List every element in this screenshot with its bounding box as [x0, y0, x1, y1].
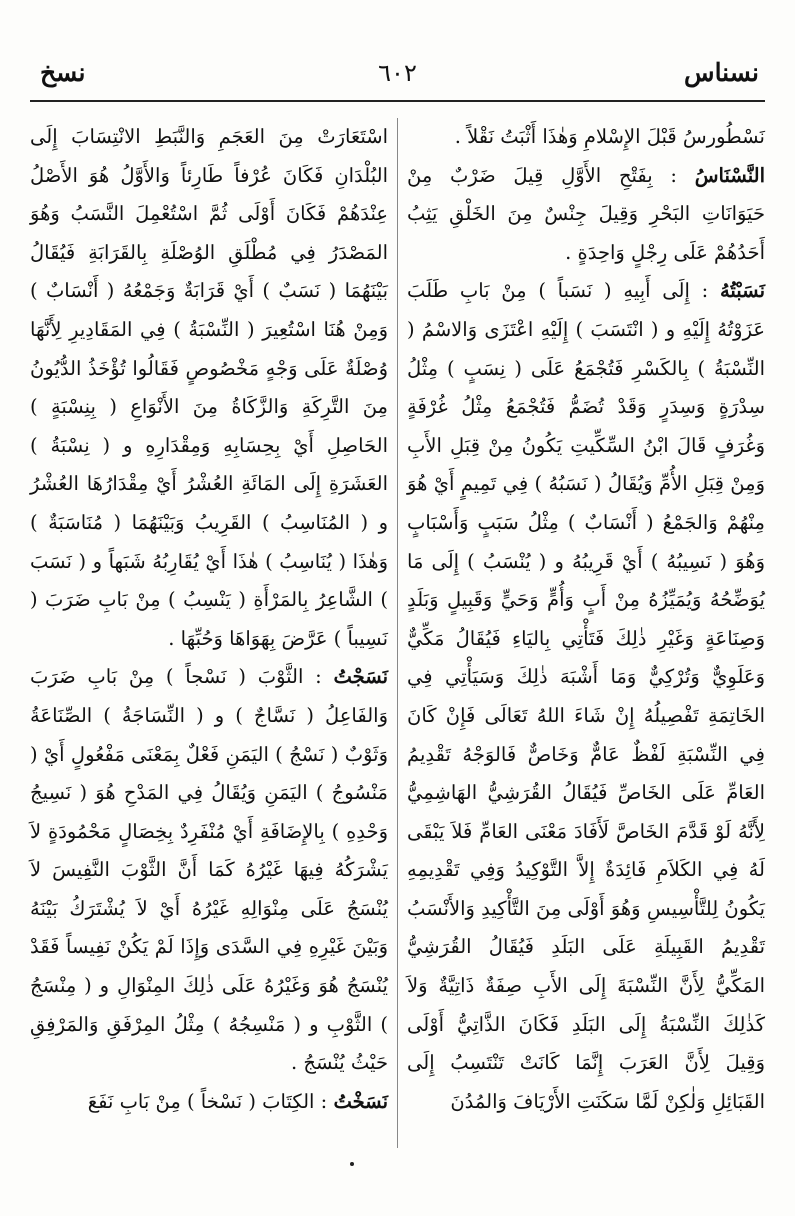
- dictionary-entry: [30, 658, 388, 1083]
- left-column: [30, 118, 388, 1121]
- right-column: [407, 118, 765, 1121]
- running-head-left: نسخ: [40, 58, 86, 87]
- dictionary-entry: [407, 272, 765, 1121]
- entry-headword: النَّسْنَاسُ: [694, 163, 766, 187]
- column-divider: [397, 118, 398, 1148]
- entry-headword: نَسَجْتُ: [333, 665, 389, 689]
- running-head-right: نسناس: [684, 58, 759, 87]
- page-number: ٦٠٢: [378, 59, 417, 87]
- page-mark: [350, 1162, 354, 1166]
- entry-text: : الكِتَابَ ( نَسْخاً ) مِنْ بَابِ نَفَعَ: [87, 1089, 328, 1113]
- column-intro: نَسْطُورسُ قَبْلَ الإِسْلامِ وَهٰذَا أَثْبَتُ نَقْلاً .: [454, 125, 765, 148]
- entry-text: : إِلَى أَبِيهِ ( نَسَباً ) مِنْ بَابِ طَلَبَ عَزَوْتُهُ إِلَيْهِ و ( انْتَسَبَ ) إِلَيْهِ اعْتَزَى وَالاسْمُ ( النِّسْبَةُ ) بِالكَسْرِ فَتُجْمَعُ عَلَى ( نِسَبٍ ) مِثْلُ سِدْرَةٍ وَسِدَرٍ وَقَدْ تُضَمُّ فَتُجْمَعُ مِثْلُ غُرْفَةٍ وَغُرَفٍ قَالَ ابْنُ السِّكِّيتِ يَكُونُ مِنْ قِبَلِ الأَبِ وَمِنْ قِبَلِ الأُمِّ وَيُقَالُ ( نَسَبُهُ ) فِي تَمِيمٍ أَيْ هُوَ مِنْهُمْ وَالجَمْعُ ( أَنْسَابٌ ) مِثْلُ سَبَبٍ وَأَسْبَابٍ وَهُوَ ( نَسِيبُهُ ) أَيْ قَرِيبُهُ و ( يُنْسَبُ ) إِلَى مَا يُوَضِّحُهُ وَيُمَيِّزُهُ مِنْ أَبٍ وَأُمٍّ وَحَيٍّ وَقَبِيلٍ وَبَلَدٍ وَصِنَاعَةٍ وَغَيْرِ ذٰلِكَ فَتَأْتِي بِاليَاءِ فَيُقَالُ مَكِّيٌّ وَعَلَوِيٌّ وَتُرْكِيٌّ وَمَا أَشْبَهَ ذٰلِكَ وَسَيَأْتِي فِي الخَاتِمَةِ تَفْصِيلُهُ إِنْ شَاءَ اللهُ تَعَالَى فَإِنْ كَانَ فِي النِّسْبَةِ لَفْظٌ عَامٌّ وَخَاصٌّ فَالوَجْهُ تَقْدِيمُ العَامِّ عَلَى الخَاصِّ فَيُقَالُ القُرَشِيُّ الهَاشِمِيُّ لِأَنَّهُ لَوْ قَدَّمَ الخَاصَّ لَأَفَادَ مَعْنَى العَامِّ فَلاَ يَبْقَى لَهُ فِي الكَلاَمِ فَائِدَةٌ إِلاَّ التَّوْكِيدُ وَفِي تَقْدِيمِهِ يَكُونُ لِلتَّأْسِيسِ وَهُوَ أَوْلَى مِنَ التَّأْكِيدِ وَالأَنْسَبُ تَقْدِيمُ القَبِيلَةِ عَلَى البَلَدِ فَيُقَالُ القُرَشِيُّ المَكِّيُّ لِأَنَّ النِّسْبَةَ إِلَى الأَبِ صِفَةٌ ذَاتِيَّةٌ وَلاَ كَذٰلِكَ النِّسْبَةُ إِلَى البَلَدِ فَكَانَ الذَّاتِيُّ أَوْلَى وَقِيلَ لِأَنَّ العَرَبَ إِنَّمَا كَانَتْ تَنْتَسِبُ إِلَى القَبَائِلِ وَلٰكِنْ لَمَّا سَكَنَتِ الأَرْيَافَ وَالمُدُنَ: [407, 279, 765, 1113]
- header-rule: [30, 100, 765, 102]
- column-intro: اسْتَعَارَتْ مِنَ العَجَمِ وَالنَّبَطِ الانْتِسَابَ إِلَى البُلْدَانِ فَكَانَ عُرْفاً طَارِئاً وَالأَوَّلُ هُوَ الأَصْلُ عِنْدَهُمْ فَكَانَ أَوْلَى ثُمَّ اسْتُعْمِلَ النَّسَبُ وَهُوَ المَصْدَرُ فِي مُطْلَقِ الوُصْلَةِ بِالقَرَابَةِ فَيُقَالُ بَيْنَهُمَا ( نَسَبٌ ) أَيْ قَرَابَةٌ وَجَمْعُهُ ( أَنْسَابٌ ) وَمِنْ هُنَا اسْتُعِيرَ ( النِّسْبَةُ ) فِي المَقَادِيرِ لِأَنَّهَا وُصْلَةٌ عَلَى وَجْهٍ مَخْصُوصٍ فَقَالُوا تُؤْخَذُ الدُّيُونُ مِنَ التَّرِكَةِ وَالزَّكَاةُ مِنَ الأَنْوَاعِ ( بِنِسْبَةٍ ) الحَاصِلِ أَيْ بِحِسَابِهِ وَمِقْدَارِهِ و ( نِسْبَةُ ) العَشَرَةِ إِلَى المَائَةِ العُشْرُ أَيْ مِقْدَارُهَا العُشْرُ و ( المُنَاسِبُ ) القَرِيبُ وَبَيْنَهُمَا ( مُنَاسَبَةٌ ) وَهٰذَا ( يُنَاسِبُ ) هٰذَا أَيْ يُقَارِبُهُ شَبَهاً و ( نَسَبَ ) الشَّاعِرُ بِالمَرْأَةِ ( يَنْسِبُ ) مِنْ بَابِ ضَرَبَ ( نَسِيباً ) عَرَّضَ بِهَوَاهَا وَحُبِّهَا .: [30, 125, 388, 650]
- entry-text: : بِفَتْحِ الأَوَّلِ قِيلَ ضَرْبٌ مِنْ حَيَوَانَاتِ البَحْرِ وَقِيلَ جِنْسٌ مِنَ الخَلْقِ يَثِبُ أَحَدُهُمْ عَلَى رِجْلٍ وَاحِدَةٍ .: [407, 163, 765, 264]
- dictionary-entry: [30, 1083, 388, 1122]
- entry-headword: نَسَبْتُهُ: [719, 279, 765, 303]
- entry-headword: نَسَخْتُ: [333, 1089, 388, 1113]
- dictionary-entry: [407, 157, 765, 273]
- entry-text: : الثَّوْبَ ( نَسْجاً ) مِنْ بَابِ ضَرَبَ وَالفَاعِلُ ( نَسَّاجٌ ) و ( النِّسَاجَةُ ) الصِّنَاعَةُ وَثَوْبٌ ( نَسْجُ ) اليَمَنِ فَعْلٌ بِمَعْنَى مَفْعُولٍ أَيْ ( مَنْسُوجُ ) اليَمَنِ وَيُقَالُ فِي المَدْحِ هُوَ ( نَسِيجُ وَحْدِهِ ) بِالإِضَافَةِ أَيْ مُنْفَرِدٌ بِخِصَالٍ مَحْمُودَةٍ لاَ يَشْرَكُهُ فِيهَا غَيْرُهُ كَمَا أَنَّ الثَّوْبَ النَّفِيسَ لاَ يُنْسَجُ عَلَى مِنْوَالِهِ غَيْرُهُ أَيْ لاَ يُشْتَرَكُ بَيْنَهُ وَبَيْنَ غَيْرِهِ فِي السَّدَى وَإِذَا لَمْ يَكُنْ نَفِيساً فَقَدْ يُنْسَجُ هُوَ وَغَيْرُهُ عَلَى ذٰلِكَ المِنْوَالِ و ( مِنْسَجُ ) الثَّوْبِ و ( مَنْسِجُهُ ) مِثْلُ المِرْفَقِ وَالمَرْفِقِ حَيْثُ يُنْسَجُ .: [30, 665, 388, 1075]
